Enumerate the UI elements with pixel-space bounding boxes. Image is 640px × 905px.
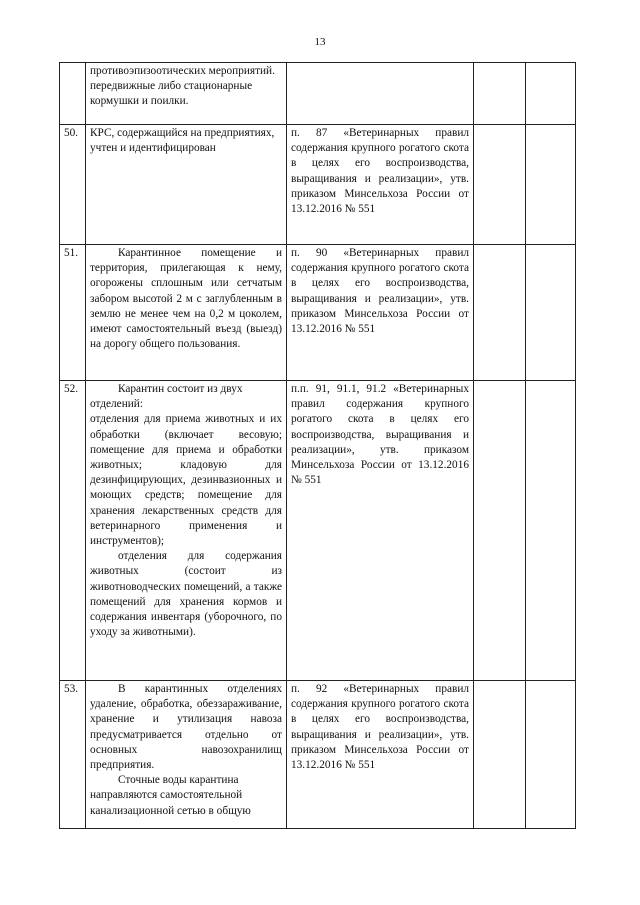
answer-cell (526, 381, 576, 681)
row-number: 51. (60, 245, 86, 381)
requirement-cell (86, 245, 287, 381)
answer-cell (474, 681, 526, 829)
reference-cell (287, 245, 474, 381)
row-number: 50. (60, 125, 86, 245)
answer-cell (526, 63, 576, 125)
answer-cell (474, 245, 526, 381)
row-number: 52. (60, 381, 86, 681)
reference-text: п. 90 «Ветеринарных правил содержания крупного рогатого скота в целях его воспроизводства, выращивания и реализации», утв. приказом Минсельхоза России от 13.12.2016 № 551 (291, 247, 469, 336)
requirement-cell (86, 681, 287, 829)
requirement-cell (86, 125, 287, 245)
reference-text: п. 87 «Ветеринарных правил содержания крупного рогатого скота в целях его воспроизводства, выращивания и реализации», утв. приказом Минсельхоза России от 13.12.2016 № 551 (291, 127, 469, 216)
table-row (60, 245, 576, 381)
requirement-text: противоэпизоотических мероприятий. передвижные либо стационарные кормушки и поилки. (90, 65, 275, 108)
requirement-cell (86, 63, 287, 125)
page-number: 13 (314, 36, 326, 48)
table-row (60, 125, 576, 245)
reference-text: п.п. 91, 91.1, 91.2 «Ветеринарных правил содержания крупного рогатого скота в целях его воспроизводства, выращивания и реализации», утв. приказом Минсельхоза России от 13.12.2016 № 551 (291, 383, 469, 487)
table-row (60, 63, 576, 125)
requirement-text: отделения для приема животных и их обработки (включает весовую; помещение для приема и обработки животных; кладовую для дезинфицирующих, дезинвазионных и моющих средств; помещение для хранения лекарственных средств для ветеринарного применения и инструментов); (90, 413, 282, 548)
requirement-cell (86, 381, 287, 681)
reference-text: п. 92 «Ветеринарных правил содержания крупного рогатого скота в целях его воспроизводства, выращивания и реализации», утв. приказом Минсельхоза России от 13.12.2016 № 551 (291, 683, 469, 772)
requirement-text: Карантинное помещение и территория, прилегающая к нему, огорожены сплошным или сетчатым забором высотой 2 м с заглубленным в землю не менее чем на 0,2 м цоколем, имеют самостоятельный въезд (выезд) на дорогу общего пользования. (90, 247, 282, 351)
table-row (60, 681, 576, 829)
requirement-text: Сточные воды карантина направляются самостоятельной канализационной сетью в общую (90, 774, 251, 817)
answer-cell (474, 381, 526, 681)
row-number: 53. (60, 681, 86, 829)
reference-cell (287, 381, 474, 681)
requirements-table (59, 62, 576, 829)
requirement-text: КРС, содержащийся на предприятиях, учтен и идентифицирован (90, 127, 275, 155)
table-row (60, 381, 576, 681)
row-number (60, 63, 86, 125)
reference-cell (287, 125, 474, 245)
answer-cell (474, 125, 526, 245)
answer-cell (526, 681, 576, 829)
answer-cell (526, 245, 576, 381)
answer-cell (526, 125, 576, 245)
reference-cell (287, 681, 474, 829)
requirement-text: отделения для содержания животных (состоит из животноводческих помещений, а также помещений для хранения кормов и содержания инвентаря (уборочного, по уходу за животными). (90, 550, 282, 639)
requirement-text: Карантин состоит из двух отделений: (90, 383, 243, 411)
reference-cell (287, 63, 474, 125)
requirement-text: В карантинных отделениях удаление, обработка, обеззараживание, хранение и утилизация навоза предусматривается отдельно от основных навозохранилищ предприятия. (90, 683, 282, 772)
answer-cell (474, 63, 526, 125)
